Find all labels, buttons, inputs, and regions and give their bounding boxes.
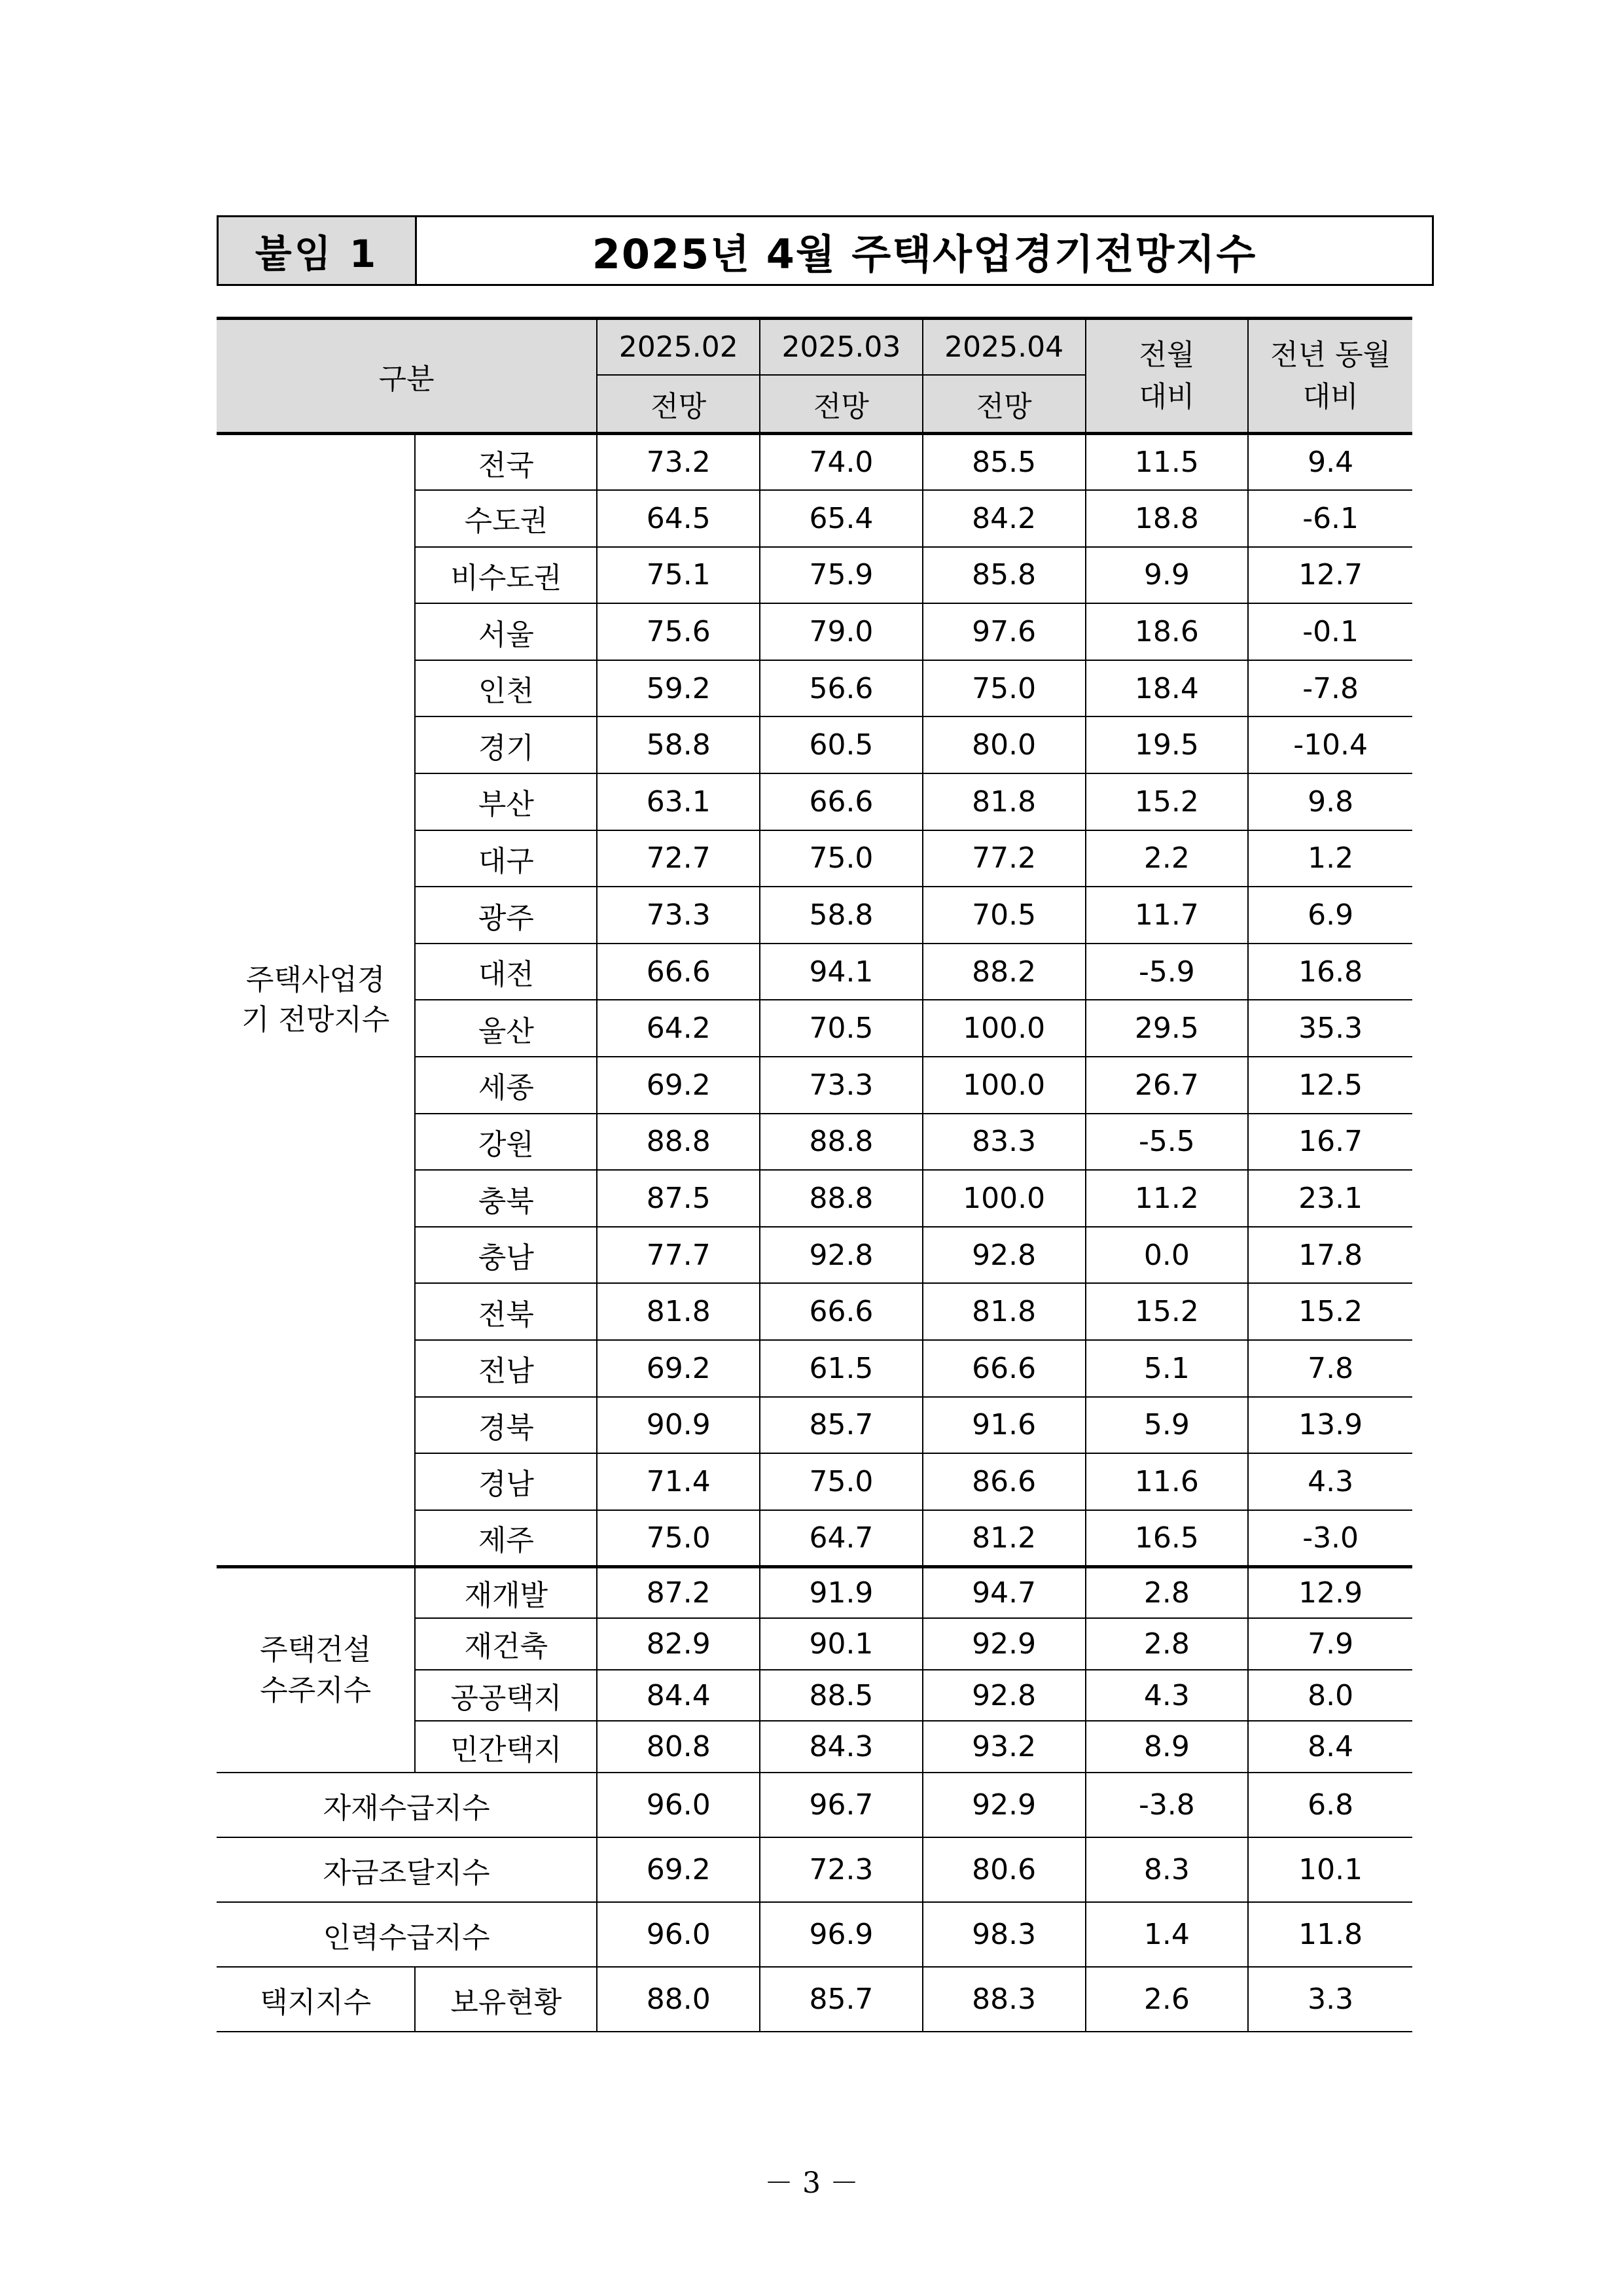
value-cell: 83.3 [923, 1114, 1086, 1171]
value-cell: 88.3 [923, 1967, 1086, 2032]
value-cell: -6.1 [1248, 490, 1412, 547]
value-cell: 73.3 [760, 1057, 923, 1114]
value-cell: 15.2 [1086, 773, 1249, 830]
value-cell: 92.8 [923, 1670, 1086, 1722]
value-cell: 98.3 [923, 1902, 1086, 1967]
value-cell: 29.5 [1086, 1000, 1249, 1057]
value-cell: 90.9 [597, 1397, 760, 1454]
row-region-name: 전국 [415, 434, 597, 491]
value-cell: -5.5 [1086, 1114, 1249, 1171]
row-region-name: 충남 [415, 1227, 597, 1284]
header-mom-text: 전월 대비 [1139, 338, 1195, 414]
value-cell: 96.9 [760, 1902, 923, 1967]
value-cell: 88.8 [597, 1114, 760, 1171]
header-yoy-text: 전년 동월 대비 [1270, 338, 1391, 414]
group-label-orders-text: 주택건설 수주지수 [260, 1633, 372, 1707]
value-cell: 87.5 [597, 1170, 760, 1227]
table-row [217, 1566, 1412, 1618]
row-region-name: 비수도권 [415, 547, 597, 604]
value-cell: 96.0 [597, 1773, 760, 1837]
value-cell: 75.0 [597, 1510, 760, 1567]
value-cell: 75.0 [760, 830, 923, 887]
value-cell: 17.8 [1248, 1227, 1412, 1284]
value-cell: 75.1 [597, 547, 760, 604]
value-cell: 65.4 [760, 490, 923, 547]
value-cell: 84.3 [760, 1721, 923, 1773]
value-cell: 85.7 [760, 1397, 923, 1454]
header-month: 2025.04 [923, 319, 1086, 375]
header-yoy [1248, 319, 1412, 434]
value-cell: 91.9 [760, 1566, 923, 1618]
value-cell: 66.6 [597, 944, 760, 1000]
value-cell: 9.9 [1086, 547, 1249, 604]
header-month: 2025.03 [760, 319, 923, 375]
value-cell: 66.6 [760, 1283, 923, 1340]
page-number: － 3 － [764, 2166, 859, 2200]
value-cell: 69.2 [597, 1057, 760, 1114]
value-cell: 16.7 [1248, 1114, 1412, 1171]
value-cell: 81.8 [923, 773, 1086, 830]
value-cell: 88.5 [760, 1670, 923, 1722]
value-cell: 75.6 [597, 603, 760, 660]
value-cell: 84.4 [597, 1670, 760, 1722]
row-region-name: 서울 [415, 603, 597, 660]
value-cell: 9.8 [1248, 773, 1412, 830]
value-cell: 8.4 [1248, 1721, 1412, 1773]
table-body [217, 434, 1412, 2032]
table-row [217, 434, 1412, 491]
value-cell: -3.8 [1086, 1773, 1249, 1837]
value-cell: 18.6 [1086, 603, 1249, 660]
row-region-name: 광주 [415, 887, 597, 944]
value-cell: 88.2 [923, 944, 1086, 1000]
value-cell: 81.2 [923, 1510, 1086, 1567]
value-cell: 80.8 [597, 1721, 760, 1773]
value-cell: 88.0 [597, 1967, 760, 2032]
page-title: 2025년 4월 주택사업경기전망지수 [592, 230, 1257, 278]
row-region-name: 수도권 [415, 490, 597, 547]
value-cell: 96.0 [597, 1902, 760, 1967]
value-cell: 69.2 [597, 1837, 760, 1902]
header-forecast: 전망 [597, 375, 760, 434]
row-index-name: 자금조달지수 [217, 1837, 597, 1902]
row-region-name: 울산 [415, 1000, 597, 1057]
row-region-name: 인천 [415, 660, 597, 717]
group-label-outlook [217, 434, 415, 1567]
value-cell: 5.9 [1086, 1397, 1249, 1454]
value-cell: 11.5 [1086, 434, 1249, 491]
header-forecast: 전망 [923, 375, 1086, 434]
value-cell: 6.8 [1248, 1773, 1412, 1837]
value-cell: 77.7 [597, 1227, 760, 1284]
value-cell: 92.8 [760, 1227, 923, 1284]
value-cell: 74.0 [760, 434, 923, 491]
row-region-name: 대구 [415, 830, 597, 887]
attachment-label: 붙임 1 [219, 217, 417, 284]
value-cell: 2.2 [1086, 830, 1249, 887]
value-cell: 11.8 [1248, 1902, 1412, 1967]
value-cell: 100.0 [923, 1057, 1086, 1114]
value-cell: 7.9 [1248, 1618, 1412, 1670]
value-cell: 94.7 [923, 1566, 1086, 1618]
value-cell: 92.9 [923, 1618, 1086, 1670]
row-region-name: 부산 [415, 773, 597, 830]
value-cell: 84.2 [923, 490, 1086, 547]
value-cell: 81.8 [597, 1283, 760, 1340]
table-row [217, 1902, 1412, 1967]
table-row [217, 1967, 1412, 2032]
value-cell: 94.1 [760, 944, 923, 1000]
row-index-name: 인력수급지수 [217, 1902, 597, 1967]
value-cell: 10.1 [1248, 1837, 1412, 1902]
value-cell: 64.7 [760, 1510, 923, 1567]
value-cell: 15.2 [1248, 1283, 1412, 1340]
value-cell: -7.8 [1248, 660, 1412, 717]
value-cell: 87.2 [597, 1566, 760, 1618]
value-cell: 73.2 [597, 434, 760, 491]
value-cell: 91.6 [923, 1397, 1086, 1454]
row-land-group: 택지지수 [217, 1967, 415, 2032]
value-cell: 3.3 [1248, 1967, 1412, 2032]
value-cell: 71.4 [597, 1453, 760, 1510]
value-cell: 100.0 [923, 1170, 1086, 1227]
value-cell: 8.9 [1086, 1721, 1249, 1773]
value-cell: 85.7 [760, 1967, 923, 2032]
value-cell: 5.1 [1086, 1340, 1249, 1397]
value-cell: 16.8 [1248, 944, 1412, 1000]
value-cell: 8.0 [1248, 1670, 1412, 1722]
value-cell: 4.3 [1086, 1670, 1249, 1722]
value-cell: 12.5 [1248, 1057, 1412, 1114]
value-cell: 80.0 [923, 716, 1086, 773]
row-order-name: 공공택지 [415, 1670, 597, 1722]
row-region-name: 전남 [415, 1340, 597, 1397]
value-cell: 90.1 [760, 1618, 923, 1670]
value-cell: 85.5 [923, 434, 1086, 491]
value-cell: 13.9 [1248, 1397, 1412, 1454]
value-cell: 6.9 [1248, 887, 1412, 944]
table-row [217, 1773, 1412, 1837]
value-cell: 75.0 [760, 1453, 923, 1510]
value-cell: -0.1 [1248, 603, 1412, 660]
value-cell: -10.4 [1248, 716, 1412, 773]
row-land-name: 보유현황 [415, 1967, 597, 2032]
value-cell: 9.4 [1248, 434, 1412, 491]
value-cell: 7.8 [1248, 1340, 1412, 1397]
value-cell: 70.5 [760, 1000, 923, 1057]
row-region-name: 경기 [415, 716, 597, 773]
value-cell: 75.9 [760, 547, 923, 604]
value-cell: -3.0 [1248, 1510, 1412, 1567]
row-region-name: 전북 [415, 1283, 597, 1340]
value-cell: 75.0 [923, 660, 1086, 717]
row-region-name: 세종 [415, 1057, 597, 1114]
value-cell: 18.8 [1086, 490, 1249, 547]
value-cell: 12.9 [1248, 1566, 1412, 1618]
value-cell: 93.2 [923, 1721, 1086, 1773]
value-cell: 70.5 [923, 887, 1086, 944]
value-cell: 97.6 [923, 603, 1086, 660]
row-order-name: 재건축 [415, 1618, 597, 1670]
header-mom [1086, 319, 1249, 434]
value-cell: 15.2 [1086, 1283, 1249, 1340]
value-cell: 88.8 [760, 1170, 923, 1227]
value-cell: 85.8 [923, 547, 1086, 604]
row-index-name: 자재수급지수 [217, 1773, 597, 1837]
row-region-name: 충북 [415, 1170, 597, 1227]
value-cell: 58.8 [597, 716, 760, 773]
value-cell: 77.2 [923, 830, 1086, 887]
value-cell: 64.2 [597, 1000, 760, 1057]
value-cell: 0.0 [1086, 1227, 1249, 1284]
value-cell: 86.6 [923, 1453, 1086, 1510]
value-cell: 72.3 [760, 1837, 923, 1902]
row-region-name: 경남 [415, 1453, 597, 1510]
row-region-name: 제주 [415, 1510, 597, 1567]
value-cell: 80.6 [923, 1837, 1086, 1902]
value-cell: -5.9 [1086, 944, 1249, 1000]
row-region-name: 대전 [415, 944, 597, 1000]
value-cell: 69.2 [597, 1340, 760, 1397]
value-cell: 79.0 [760, 603, 923, 660]
value-cell: 35.3 [1248, 1000, 1412, 1057]
value-cell: 12.7 [1248, 547, 1412, 604]
row-region-name: 강원 [415, 1114, 597, 1171]
value-cell: 92.9 [923, 1773, 1086, 1837]
value-cell: 26.7 [1086, 1057, 1249, 1114]
value-cell: 66.6 [923, 1340, 1086, 1397]
value-cell: 72.7 [597, 830, 760, 887]
value-cell: 96.7 [760, 1773, 923, 1837]
value-cell: 60.5 [760, 716, 923, 773]
table-row [217, 1837, 1412, 1902]
value-cell: 11.6 [1086, 1453, 1249, 1510]
value-cell: 100.0 [923, 1000, 1086, 1057]
value-cell: 11.2 [1086, 1170, 1249, 1227]
value-cell: 2.8 [1086, 1618, 1249, 1670]
title-box [217, 215, 1434, 286]
value-cell: 56.6 [760, 660, 923, 717]
housing-index-table [217, 317, 1412, 2032]
value-cell: 81.8 [923, 1283, 1086, 1340]
value-cell: 92.8 [923, 1227, 1086, 1284]
value-cell: 2.6 [1086, 1967, 1249, 2032]
value-cell: 59.2 [597, 660, 760, 717]
value-cell: 11.7 [1086, 887, 1249, 944]
value-cell: 18.4 [1086, 660, 1249, 717]
row-region-name: 경북 [415, 1397, 597, 1454]
value-cell: 61.5 [760, 1340, 923, 1397]
value-cell: 82.9 [597, 1618, 760, 1670]
value-cell: 64.5 [597, 490, 760, 547]
value-cell: 1.4 [1086, 1902, 1249, 1967]
value-cell: 2.8 [1086, 1566, 1249, 1618]
header-forecast: 전망 [760, 375, 923, 434]
value-cell: 63.1 [597, 773, 760, 830]
value-cell: 16.5 [1086, 1510, 1249, 1567]
header-month: 2025.02 [597, 319, 760, 375]
value-cell: 58.8 [760, 887, 923, 944]
value-cell: 66.6 [760, 773, 923, 830]
row-order-name: 재개발 [415, 1566, 597, 1618]
value-cell: 19.5 [1086, 716, 1249, 773]
value-cell: 73.3 [597, 887, 760, 944]
value-cell: 1.2 [1248, 830, 1412, 887]
group-label-outlook-text: 주택사업경기 전망지수 [241, 963, 390, 1037]
value-cell: 88.8 [760, 1114, 923, 1171]
row-order-name: 민간택지 [415, 1721, 597, 1773]
header-category: 구분 [217, 319, 597, 434]
value-cell: 8.3 [1086, 1837, 1249, 1902]
value-cell: 23.1 [1248, 1170, 1412, 1227]
value-cell: 4.3 [1248, 1453, 1412, 1510]
group-label-orders [217, 1566, 415, 1773]
